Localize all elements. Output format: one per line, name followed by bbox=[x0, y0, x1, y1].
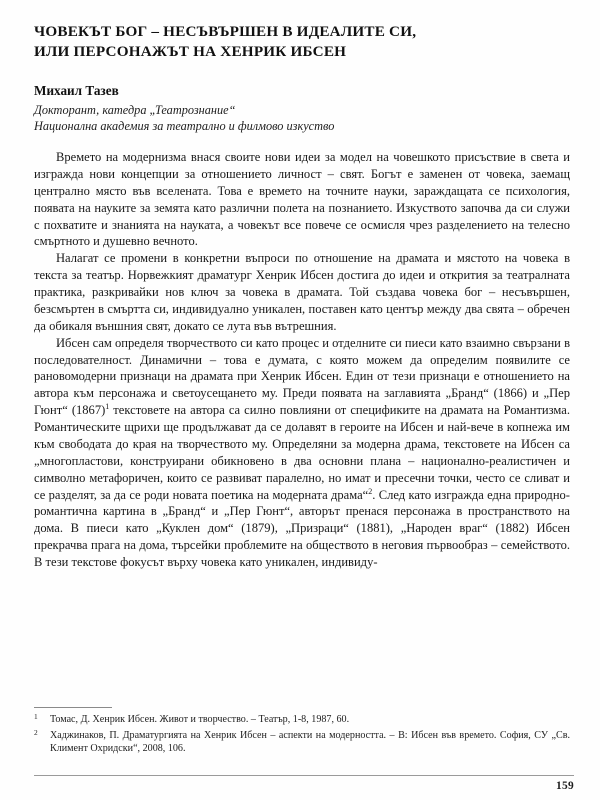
footnote-number: 1 bbox=[34, 711, 38, 721]
footnote-separator-rule bbox=[34, 707, 112, 708]
footnote-marker[interactable]: 1 bbox=[105, 401, 110, 411]
body-paragraph: Времето на модернизма внася своите нови идеи за модел на човешкото присъствие в света и изгражда нови концепции за отношението личност – свят. Богът е заменен от човека, заемащ централно място във вселената. Това е времето на точните науки, зараждащата се психология, появата на науките за земята като различни полета на познанието. Изкуството започва да си служи с похватите и знанията на науката, а човекът все повече се осмисля чрез разделението на телесно смъртното и душевно вечното. bbox=[34, 150, 570, 249]
body-paragraph: Налагат се промени в конкретни въпроси по отношение на драмата и мястото на човека в текста за театър. Норвежкият драматург Хенрик Ибсен достига до идеи и открития за театралната практика, разкривайки нов ключ за човека в драмата. Той създава човека бог – несъвършен, безсмъртен в смъртта си, индивидуално уникален, поставен като център между два свята – обречен да обикаля външния свят, докато се лута във вътрешния. bbox=[34, 251, 570, 333]
footnote-item bbox=[34, 713, 570, 727]
footnote-number: 2 bbox=[34, 727, 38, 737]
author-name: Михаил Тазев bbox=[34, 83, 119, 99]
footnote-marker[interactable]: 2 bbox=[368, 486, 373, 496]
page-title bbox=[34, 22, 570, 62]
footnotes-section bbox=[34, 707, 570, 758]
body-paragraph: Ибсен сам определя творчеството си като процес и отделните си пиеси като взаимно свързани в последователност. Динамични – това е думата, с която можем да определим появилите се рановомодерни признаци на драмата при Хенрик Ибсен. Един от тези признаци е отношението на автора към персонажа и светоусещането му. Преди появата на заглавията „Бранд“ (1866) и „Пер Гюнт“ (1867)$^1$ текстовете на автора са силно повлияни от спецификите на драмата на Романтизма. Романтическите щрихи ще продължават да се долавят в героите на Ибсен и най-вече в копнежа им към свободата до края на творчеството му. Определяни за модерна драма, текстовете на Ибсен са „многопластови, конструирани обикновено в два основни плана – национално-реалистичен и символно метафоричен, които се развиват паралелно, но имат и пресечни точки, често се сливат и се разделят, за да се роди новата поетика на модерната драма“$^2$. След като изгражда една природно-романтична картина в „Бранд“ и „Пер Гюнт“, авторът пренася персонажа в пространството на дома. В пиеси като „Куклен дом“ (1879), „Призраци“ (1881), „Народен враг“ (1882) Ибсен прекрачва прага на дома, търсейки проблемите на обществото в неговия първообраз – семейството. В тези текстове фокусът върху човека като уникален, индивиду- bbox=[34, 335, 570, 570]
author-block bbox=[34, 82, 570, 134]
article-body bbox=[34, 149, 570, 571]
page-footer bbox=[34, 775, 574, 792]
footer-rule bbox=[34, 775, 574, 776]
footnote-text: Томас, Д. Хенрик Ибсен. Живот и творчество. – Театър, 1-8, 1987, 60. bbox=[50, 713, 350, 725]
page-number: 159 bbox=[556, 780, 574, 792]
title-line-2: ИЛИ ПЕРСОНАЖЪТ НА ХЕНРИК ИБСЕН bbox=[34, 43, 347, 61]
author-affiliation-line-2: Национална академия за театрално и филмово изкуство bbox=[34, 118, 335, 133]
footnote-text: Хаджинаков, П. Драматургията на Хенрик Ибсен – аспекти на модерността. – В: Ибсен във времето. София, СУ „Св. Климент Охридски“, 2008, 106. bbox=[50, 729, 570, 755]
title-line-1: ЧОВЕКЪТ БОГ – НЕСЪВЪРШЕН В ИДЕАЛИТЕ СИ, bbox=[34, 23, 417, 40]
footnote-item bbox=[34, 729, 570, 756]
author-affiliation-line-1: Докторант, катедра „Театрознание“ bbox=[34, 102, 236, 117]
